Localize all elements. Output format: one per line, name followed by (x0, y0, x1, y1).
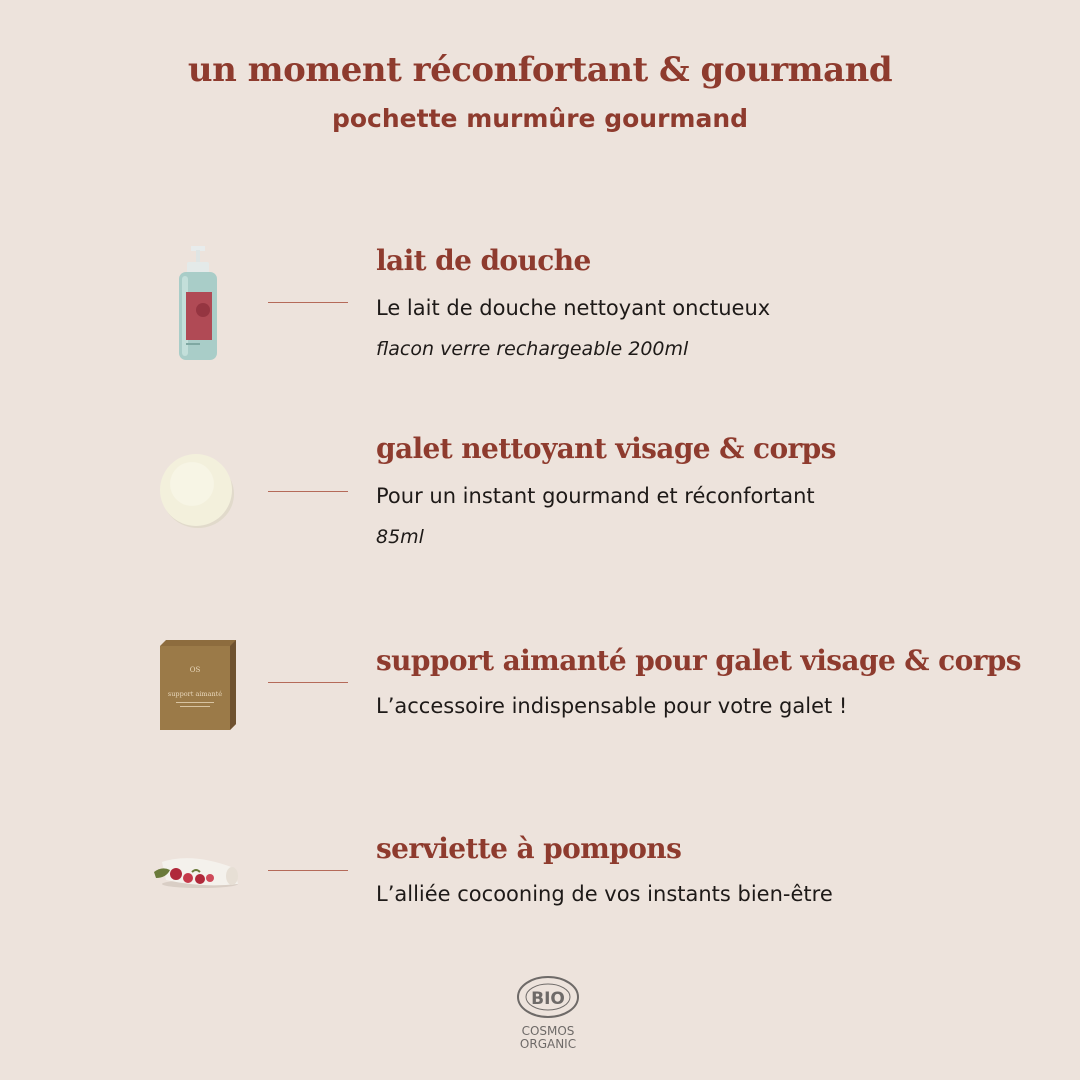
product-name: lait de douche (376, 244, 591, 277)
product-name: galet nettoyant visage & corps (376, 432, 836, 465)
certification-line-1: COSMOS (521, 1024, 575, 1038)
certification-line-2: ORGANIC (519, 1037, 577, 1051)
divider-line (268, 682, 348, 683)
divider-line (268, 870, 348, 871)
product-name: support aimanté pour galet visage & corps (376, 644, 1021, 677)
page-subtitle: pochette murmûre gourmand (331, 104, 749, 133)
product-description: Pour un instant gourmand et réconfortant (376, 484, 815, 508)
svg-text:OS: OS (189, 666, 201, 674)
cosmos-organic-badge (500, 974, 596, 1051)
cosmebio-logo-icon (515, 974, 581, 1020)
product-description: L’accessoire indispensable pour votre galet ! (376, 694, 848, 718)
product-item (0, 632, 1080, 772)
divider-line (268, 302, 348, 303)
shower-milk-bottle-image (170, 246, 226, 362)
product-description: L’alliée cocooning de vos instants bien-être (376, 882, 833, 906)
page-title: un moment réconfortant & gourmand (187, 50, 893, 90)
magnetic-holder-box-image (158, 638, 238, 732)
box-label: support aimanté (167, 690, 223, 698)
cleansing-bar-image (158, 452, 236, 530)
divider-line (268, 491, 348, 492)
product-detail: 85ml (376, 526, 424, 548)
product-description: Le lait de douche nettoyant onctueux (376, 296, 771, 320)
svg-text:BIO: BIO (531, 989, 565, 1009)
product-item (0, 240, 1080, 380)
product-name: serviette à pompons (376, 832, 682, 865)
rolled-towel-image (152, 848, 242, 892)
product-detail: flacon verre rechargeable 200ml (376, 338, 689, 360)
product-item (0, 430, 1080, 570)
product-item (0, 830, 1080, 970)
